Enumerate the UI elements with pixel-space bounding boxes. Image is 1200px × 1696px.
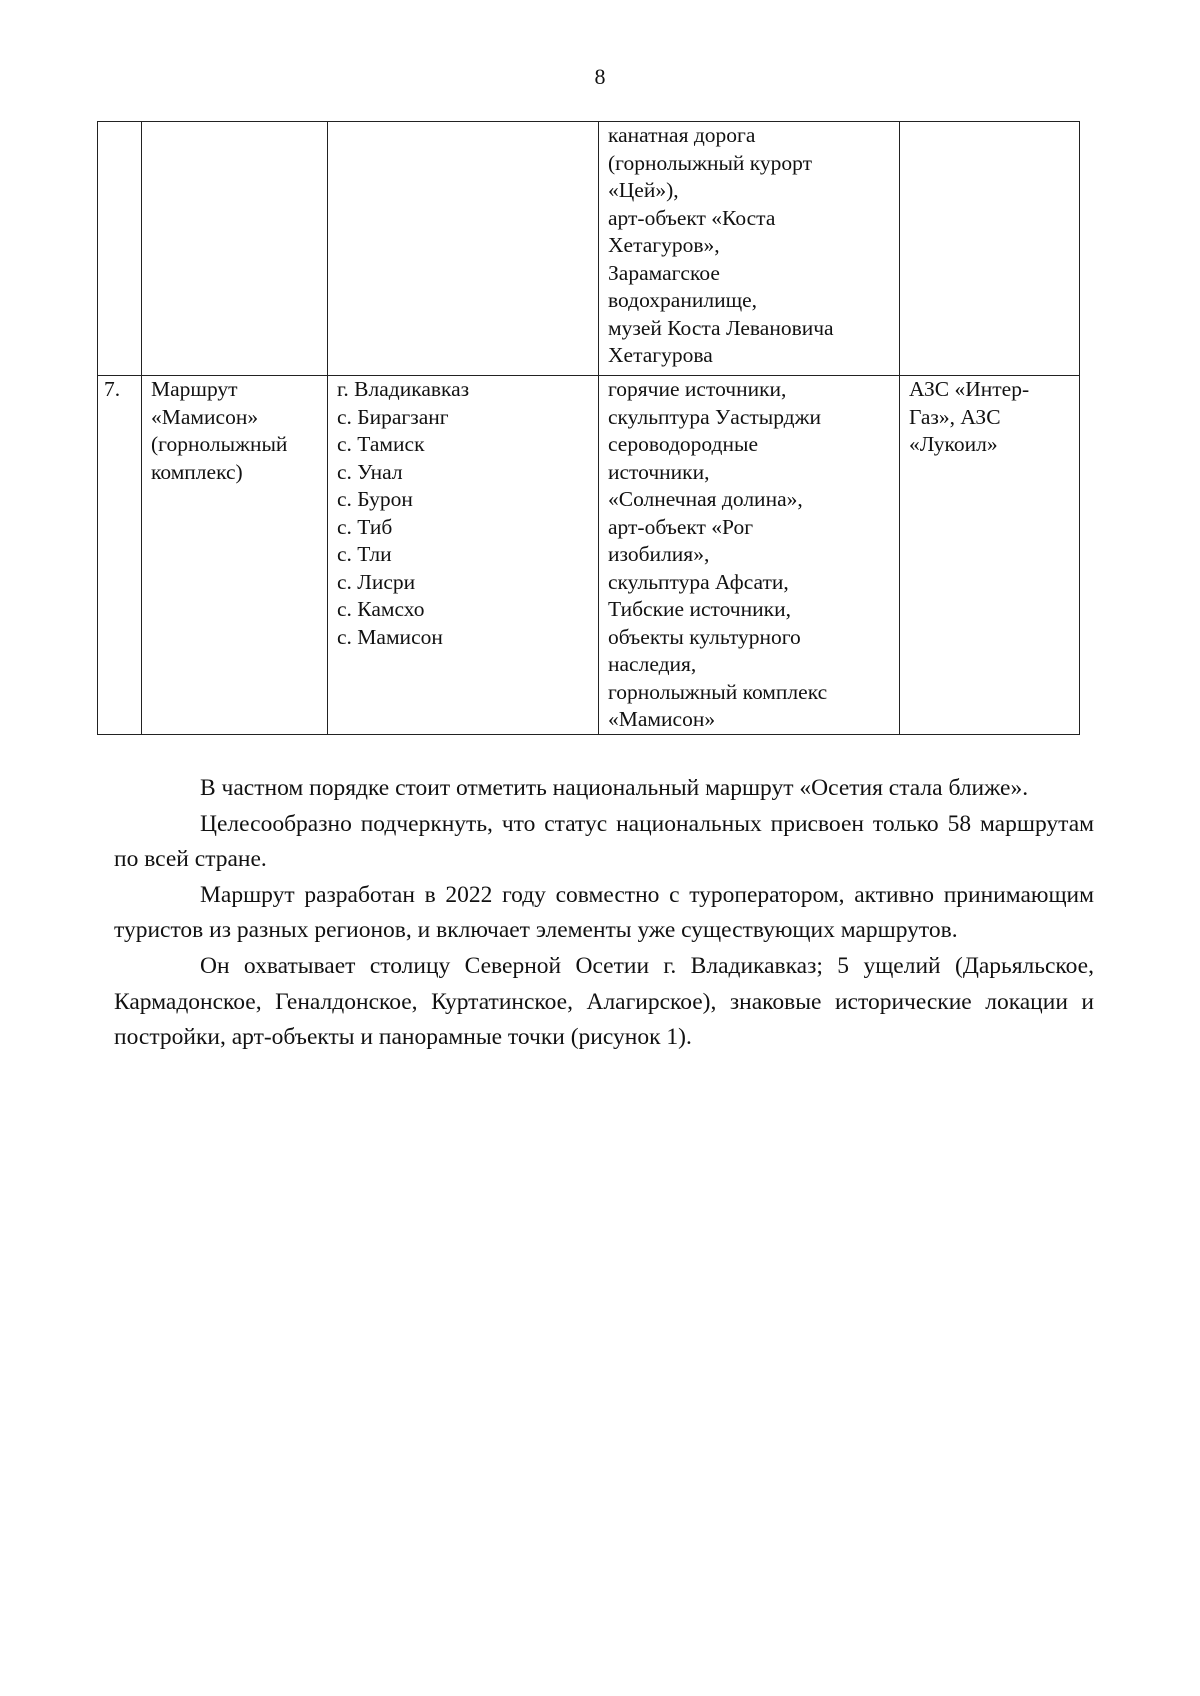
- table-row: [98, 122, 1080, 376]
- cell-gas-stations: АЗС «Интер- Газ», АЗС «Лукоил»: [900, 376, 1080, 735]
- routes-table: [97, 121, 1080, 735]
- paragraph: Маршрут разработан в 2022 году совместно с туроператором, активно принимающим туристов из разных регионов, и включает элементы уже существующих маршрутов.: [114, 881, 1094, 944]
- paragraph: Он охватывает столицу Северной Осетии г. Владикавказ; 5 ущелий (Дарьяльское, Кармадонское, Геналдонское, Куртатинское, Алагирское), знаковые исторические локации и постройки, арт-объекты и панорамные точки (рисунок 1).: [114, 952, 1094, 1051]
- table-row: [98, 376, 1080, 735]
- paragraph: Целесообразно подчеркнуть, что статус национальных присвоен только 58 маршрутам по всей стране.: [114, 810, 1094, 873]
- cell-settlements: г. Владикавказ с. Бирагзанг с. Тамиск с. Унал с. Бурон с. Тиб с. Тли с. Лисри с. Камсхо с. Мамисон: [328, 376, 599, 735]
- cell-attractions: горячие источники, скульптура Уастырджи сероводородные источники, «Солнечная долина», арт-объект «Рог изобилия», скульптура Афсати, Тибские источники, объекты культурного наследия, горнолыжный комплекс «Мамисон»: [599, 376, 900, 735]
- cell-route-name: [142, 122, 328, 376]
- page-number: 8: [594, 64, 606, 89]
- cell-number: [98, 122, 142, 376]
- cell-gas-stations: [900, 122, 1080, 376]
- body-text: [114, 771, 1094, 1056]
- cell-settlements: [328, 122, 599, 376]
- cell-attractions: канатная дорога (горнолыжный курорт «Цей»), арт-объект «Коста Хетагуров», Зарамагское водохранилище, музей Коста Левановича Хетагурова: [599, 122, 900, 376]
- cell-route-name: Маршрут «Мамисон» (горнолыжный комплекс): [142, 376, 328, 735]
- paragraph: В частном порядке стоит отметить национальный маршрут «Осетия стала ближе».: [200, 775, 1029, 801]
- cell-number: 7.: [98, 376, 142, 735]
